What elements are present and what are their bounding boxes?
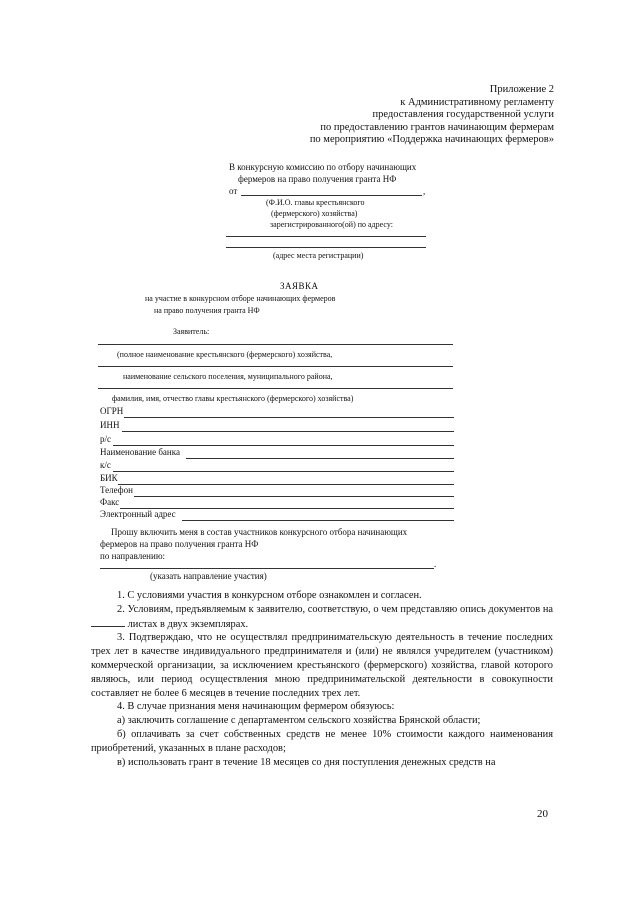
field-ogrn-line[interactable] [124,417,454,418]
paragraph-3: 3. Подтверждаю, что не осуществлял предпринимательскую деятельность в течение последних трех лет в качестве индивидуального предпринимателя и (или) не являлся учредителем (участником) коммерческой организации, за исключением крестьянского (фермерского) хозяйства, главой которого являюсь, или период осуществления мною предпринимательской деятельности в совокупности составляет не более 6 месяцев в течение последних трех лет. [91,632,553,699]
field-label-inn: ИНН [100,420,120,430]
field-ks-line[interactable] [113,471,454,472]
field-label-ogrn: ОГРН [100,406,124,416]
pages-count-blank[interactable] [91,617,125,627]
address-line-2[interactable] [226,247,426,248]
fio-hint-1: (Ф.И.О. главы крестьянского [266,198,365,207]
addressee-line1: В конкурсную комиссию по отбору начинающих [229,162,417,172]
from-trail: , [423,186,426,196]
field-phone-line[interactable] [134,496,454,497]
field-bank-line[interactable] [186,458,454,459]
fio-hint-2: (фермерского) хозяйства) [271,209,358,218]
field-label-bank: Наименование банка [100,447,180,457]
conditions-body [91,589,553,769]
applicant-hint-3: фамилия, имя, отчество главы крестьянского (фермерского) хозяйства) [112,394,354,403]
direction-hint: (указать направление участия) [150,571,267,581]
request-line-2: фермеров на право получения гранта НФ [100,539,259,549]
document-title: ЗАЯВКА [280,281,319,291]
paragraph-2-tail: листах в двух экземплярах. [127,618,249,630]
page-number: 20 [537,808,548,820]
field-label-phone: Телефон [100,485,133,495]
direction-trail: . [434,559,437,569]
address-line-1[interactable] [226,236,426,237]
fio-input-line[interactable] [241,195,422,196]
request-line-3: по направлению: [100,551,166,561]
applicant-line-2[interactable] [98,366,453,367]
paragraph-1: 1. С условиями участия в конкурсном отборе ознакомлен и согласен. [117,590,422,601]
paragraph-2 [91,603,553,632]
field-rs-line[interactable] [113,445,454,446]
header-line: к Административному регламенту [400,96,554,108]
field-inn-line[interactable] [122,431,454,432]
applicant-label: Заявитель: [173,327,210,336]
applicant-line-1[interactable] [98,344,453,345]
paragraph-4: 4. В случае признания меня начинающим фермером обязуюсь: [117,701,395,713]
applicant-hint-1: (полное наименование крестьянского (фермерского) хозяйства, [117,350,333,359]
paragraph-2-text: 2. Условиям, предъявляемым к заявителю, соответствую, о чем представляю опись документов на [117,603,553,615]
field-label-ks: к/с [100,460,111,470]
title-sub-2: на право получения гранта НФ [154,306,260,315]
field-label-bik: БИК [100,473,118,483]
direction-input-line[interactable] [100,568,434,569]
appendix-header [310,84,554,147]
registered-label: зарегистрированного(ой) по адресу: [270,220,393,229]
title-sub-1: на участие в конкурсном отборе начинающих фермеров [145,294,336,303]
field-bik-line[interactable] [118,484,454,485]
paragraph-4c: в) использовать грант в течение 18 месяцев со дня поступления денежных средств на [117,756,496,768]
request-line-1: Прошу включить меня в состав участников конкурсного отбора начинающих [111,527,408,537]
field-label-email: Электронный адрес [100,509,176,519]
field-label-fax: Факс [100,497,120,507]
addressee-line2: фермеров на право получения гранта НФ [238,174,397,184]
address-hint: (адрес места регистрации) [273,251,364,260]
header-line: Приложение 2 [489,84,554,95]
header-line: по предоставлению грантов начинающим фермерам [320,121,554,133]
field-email-line[interactable] [182,520,454,521]
applicant-hint-2: наименование сельского поселения, муниципального района, [123,372,333,381]
applicant-line-3[interactable] [98,388,453,389]
header-line: по мероприятию «Поддержка начинающих фермеров» [309,134,554,145]
from-label: от [229,186,238,196]
header-line: предоставления государственной услуги [372,109,554,120]
paragraph-4b: б) оплачивать за счет собственных средств не менее 10% стоимости каждого наименования приобретений, указанных в плане расходов; [91,728,553,754]
paragraph-4a: а) заключить соглашение с департаментом сельского хозяйства Брянской области; [117,715,481,727]
field-label-rs: р/с [100,434,111,444]
